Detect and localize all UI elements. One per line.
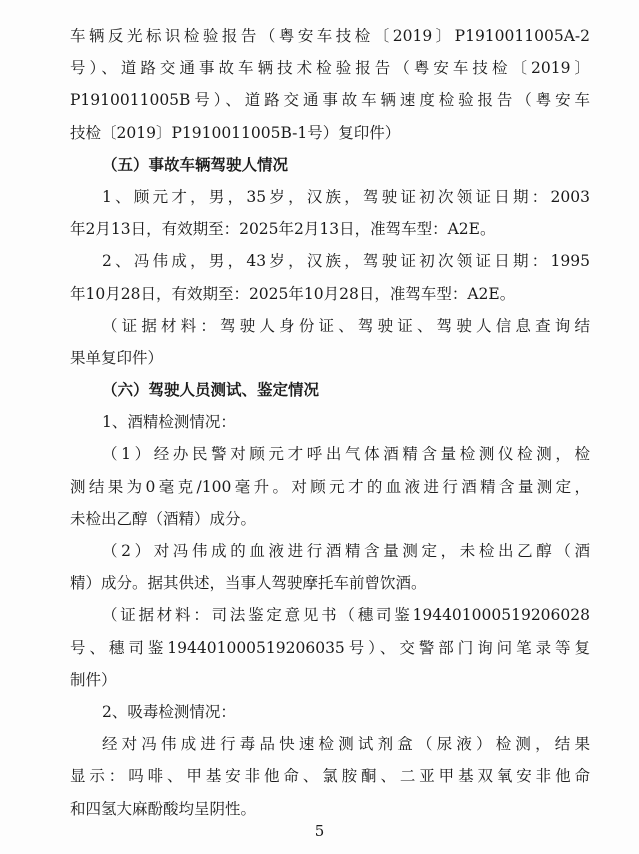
section-heading-six: （六）驾驶人员测试、鉴定情况 xyxy=(102,380,320,400)
text-line: 2、冯伟成，男，43岁，汉族，驾驶证初次领证日期：1995 xyxy=(102,252,590,271)
text-line: 号）、道路交通事故车辆技术检验报告（粤安车技检〔2019〕 xyxy=(70,59,590,78)
section-heading-five: （五）事故车辆驾驶人情况 xyxy=(102,154,289,174)
text-line: 技检〔2019〕P1910011005B-1号）复印件） xyxy=(70,123,401,142)
text-line: 精）成分。据其供述，当事人驾驶摩托车前曾饮酒。 xyxy=(70,574,427,593)
text-line: 制件） xyxy=(70,670,117,689)
text-line: 果单复印件） xyxy=(70,348,164,367)
text-line: 经对冯伟成进行毒品快速检测试剂盒（尿液）检测，结果 xyxy=(102,735,590,754)
text-line: 车辆反光标识检验报告（粤安车技检〔2019〕P1910011005A-2 xyxy=(70,27,590,45)
text-line: 号、穗司鉴194401000519206035号）、交警部门询问笔录等复 xyxy=(70,638,590,657)
text-line: 测结果为0毫克/100毫升。对顾元才的血液进行酒精含量测定， xyxy=(70,477,590,496)
page-number: 5 xyxy=(314,822,325,840)
text-line: 年2月13日，有效期至：2025年2月13日，准驾车型：A2E。 xyxy=(70,220,496,239)
text-line: （证据材料：驾驶人身份证、驾驶证、驾驶人信息查询结 xyxy=(102,316,590,335)
text-line: 1、顾元才，男，35岁，汉族，驾驶证初次领证日期：2003 xyxy=(102,187,590,206)
text-line: （2）对冯伟成的血液进行酒精含量测定，未检出乙醇（酒 xyxy=(102,542,590,560)
text-line: 显示：吗啡、甲基安非他命、氯胺酮、二亚甲基双氧安非他命 xyxy=(70,767,590,786)
text-line: P1910011005B号）、道路交通事故车辆速度检验报告（粤安车 xyxy=(70,91,590,110)
text-line: （1）经办民警对顾元才呼出气体酒精含量检测仪检测，检 xyxy=(102,445,590,464)
text-line: 2、吸毒检测情况： xyxy=(102,702,236,721)
body-text xyxy=(70,20,590,825)
text-line: 未检出乙醇（酒精）成分。 xyxy=(70,509,257,528)
text-line: 年10月28日，有效期至：2025年10月28日，准驾车型：A2E。 xyxy=(70,284,516,303)
text-line: （证据材料：司法鉴定意见书（穗司鉴194401000519206028 xyxy=(102,606,590,625)
text-line: 和四氢大麻酚酸均呈阴性。 xyxy=(70,799,257,818)
text-line: 1、酒精检测情况： xyxy=(102,413,236,432)
